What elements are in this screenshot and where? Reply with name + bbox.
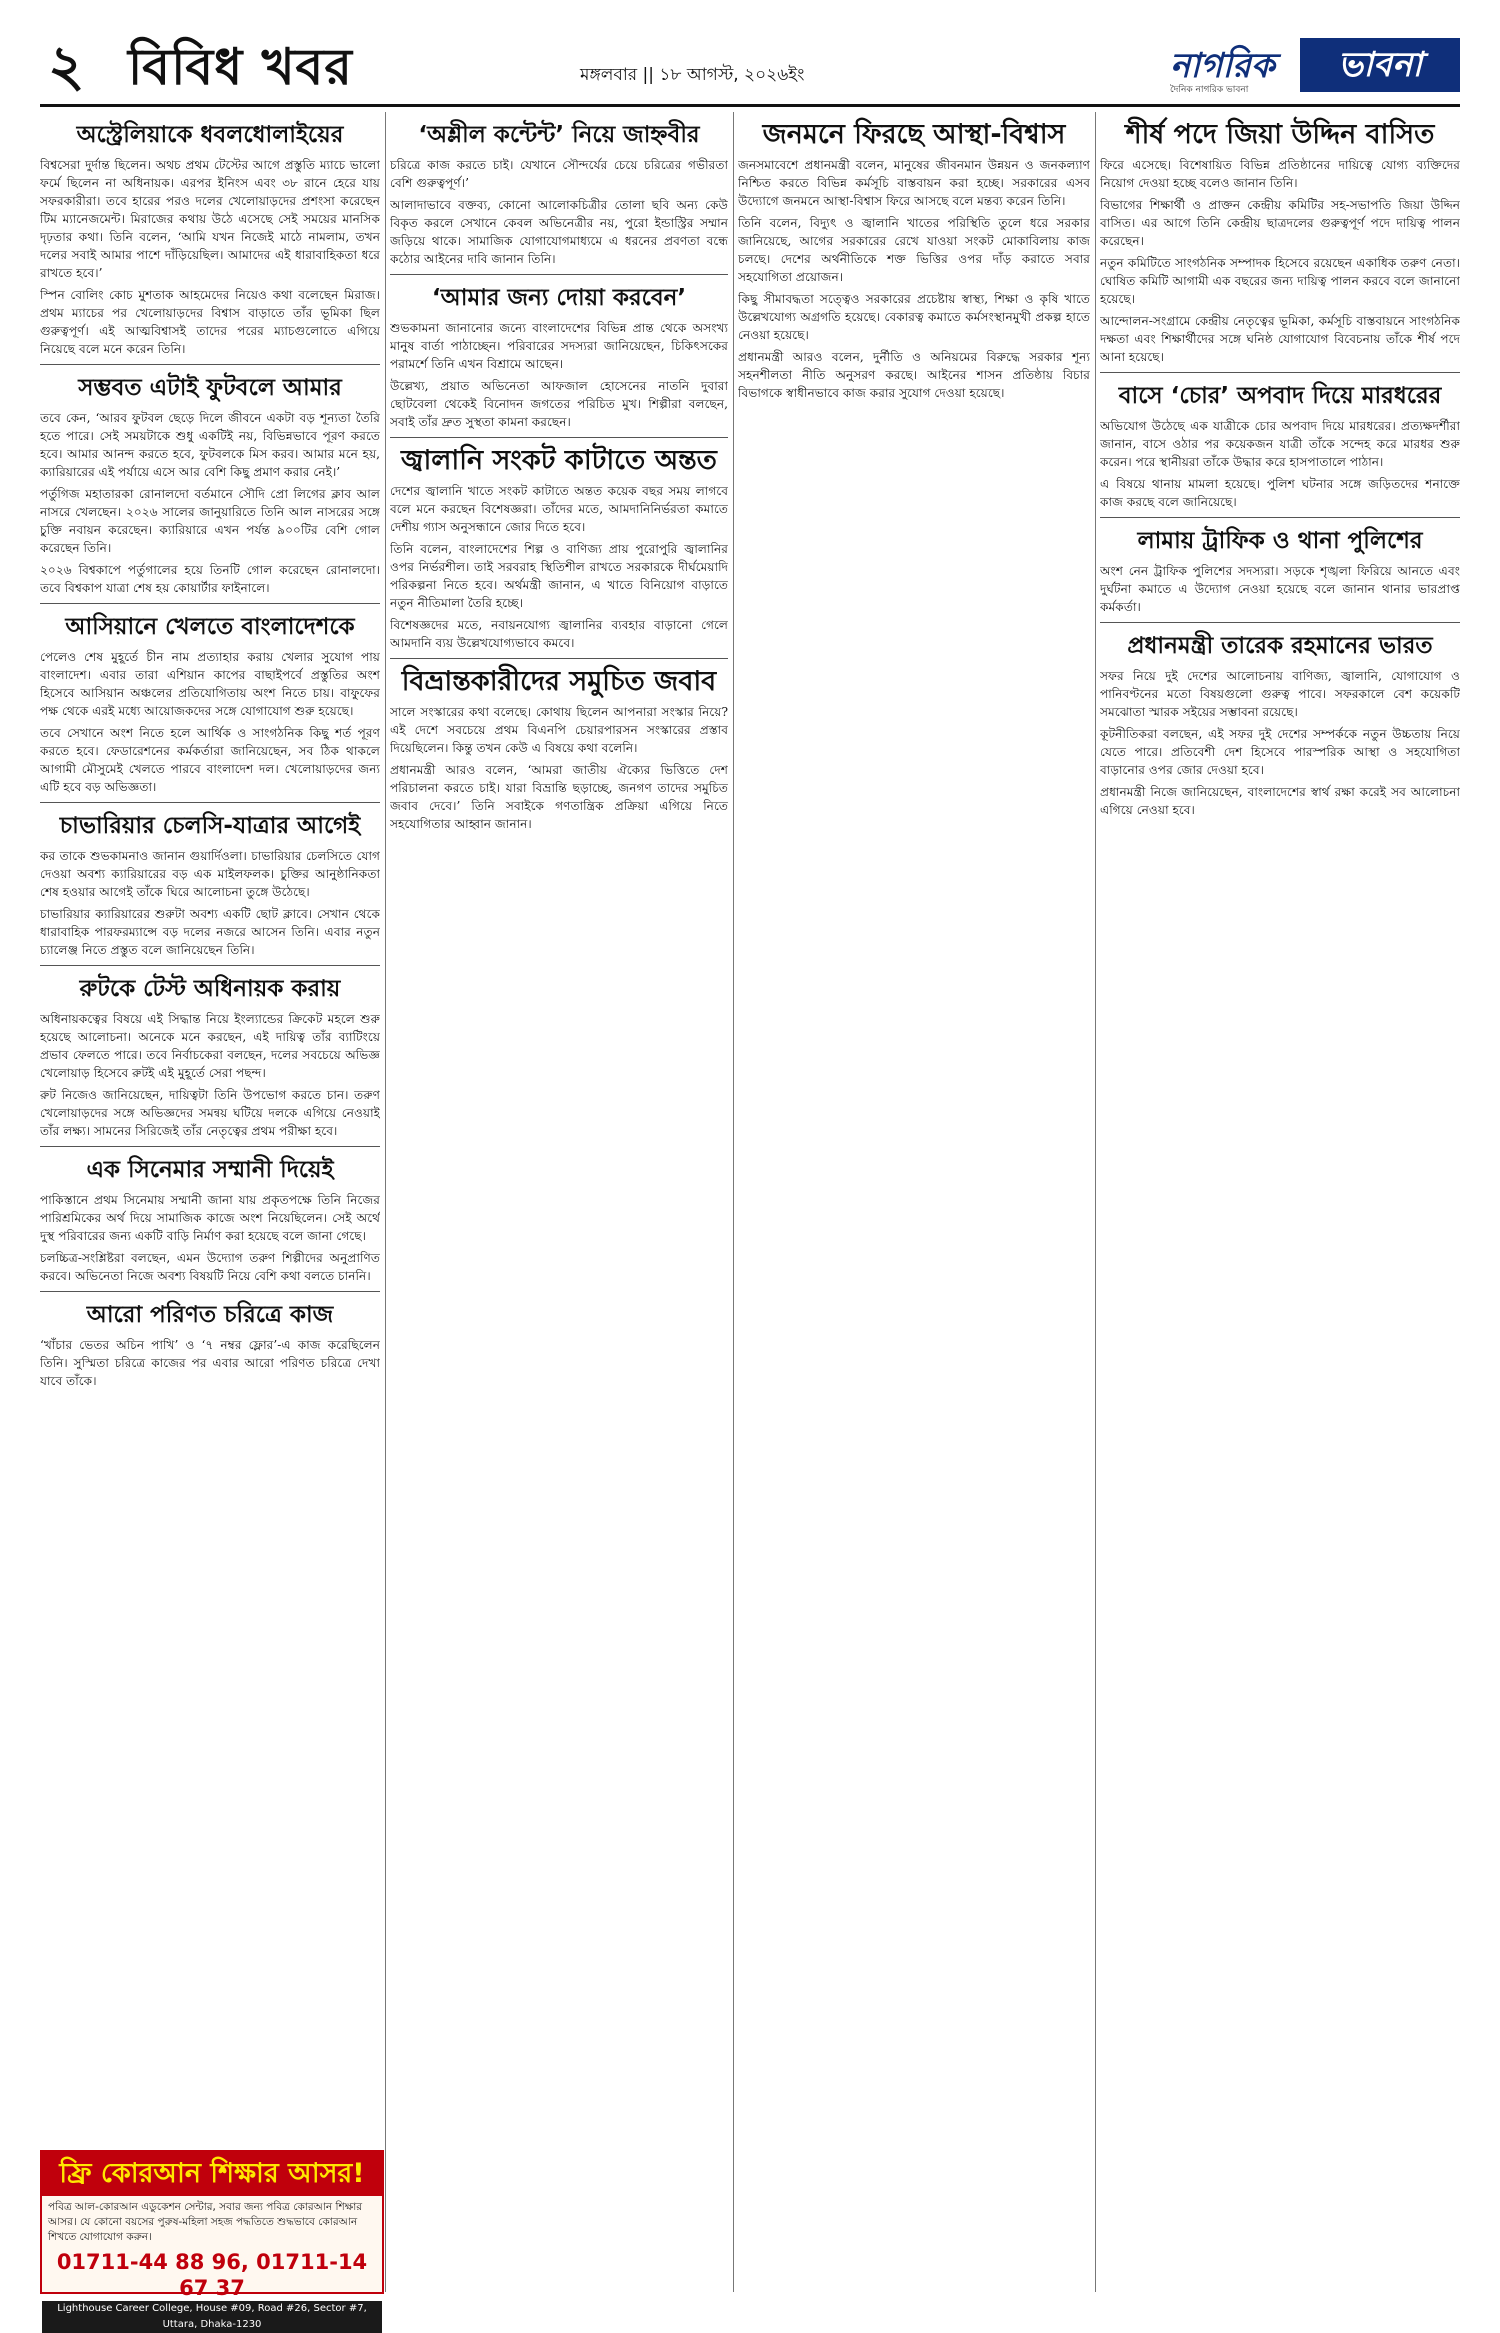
article xyxy=(40,1300,380,1390)
column-3 xyxy=(738,112,1090,2292)
article-divider xyxy=(390,274,728,275)
article-headline: ‘আমার জন্য দোয়া করবেন’ xyxy=(431,285,687,311)
article-headline: বিভ্রান্তকারীদের সমুচিত জবাব xyxy=(401,666,717,697)
article-paragraph: জনসমাবেশে প্রধানমন্ত্রী বলেন, মানুষের জীবনমান উন্নয়ন ও জনকল্যাণ নিশ্চিত করতে বিভিন্ন কর্মসূচি বাস্তবায়ন করা হচ্ছে। সরকারের এসব উদ্যোগে জনমনে আস্থা-বিশ্বাস ফিরে আসছে বলে মন্তব্য করেন তিনি। xyxy=(738,158,1090,208)
article xyxy=(40,612,380,796)
page-number: ২ xyxy=(48,34,85,99)
article-divider xyxy=(1100,372,1460,373)
column-divider xyxy=(1095,112,1096,2292)
article-divider xyxy=(40,603,380,604)
article-divider xyxy=(40,802,380,803)
ad-title: ফ্রি কোরআন শিক্ষার আসর! xyxy=(42,2152,382,2196)
article xyxy=(40,373,380,597)
article-paragraph: সফর নিয়ে দুই দেশের আলোচনায় বাণিজ্য, জ্বালানি, যোগাযোগ ও পানিবণ্টনের মতো বিষয়গুলো গুরুত্ব পাবে। সফরকালে বেশ কয়েকটি সমঝোতা স্মারক সইয়ের সম্ভাবনা রয়েছে। xyxy=(1100,669,1460,719)
article-paragraph: বিভাগের শিক্ষার্থী ও প্রাক্তন কেন্দ্রীয় কমিটির সহ-সভাপতি জিয়া উদ্দিন বাসিত। এর আগে তিনি কেন্দ্রীয় ছাত্রদলের গুরুত্বপূর্ণ পদে দায়িত্ব পালন করেছেন। xyxy=(1100,198,1460,248)
section-title: বিবিধ খবর xyxy=(128,38,353,96)
article-paragraph: রুট নিজেও জানিয়েছেন, দায়িত্বটা তিনি উপভোগ করতে চান। তরুণ খেলোয়াড়দের সঙ্গে অভিজ্ঞদের সমন্বয় ঘটিয়ে দলকে এগিয়ে নেওয়াই তাঁর লক্ষ্য। সামনের সিরিজেই তাঁর নেতৃত্বের প্রথম পরীক্ষা হবে। xyxy=(40,1088,380,1138)
column-2 xyxy=(390,112,728,2292)
article-headline: রুটকে টেস্ট অধিনায়ক করায় xyxy=(79,976,341,1002)
article-paragraph: স্পিন বোলিং কোচ মুশতাক আহমেদের নিয়েও কথা বলেছেন মিরাজ। প্রথম ম্যাচের পর খেলোয়াড়দের বিশ্বাস বাড়াতে তাঁর ভূমিকা ছিল গুরুত্বপূর্ণ। এই আত্মবিশ্বাসই তাদের পরের ম্যাচগুলোতে এগিয়ে নিয়েছে বলে মনে করেন তিনি। xyxy=(40,288,380,356)
article xyxy=(40,120,380,358)
article xyxy=(390,120,728,268)
date-line: মঙ্গলবার || ১৮ আগস্ট, ২০২৬ইং xyxy=(580,65,805,85)
header-rule xyxy=(40,104,1460,107)
column-1 xyxy=(40,112,380,2292)
article-paragraph: পর্তুগিজ মহাতারকা রোনালদো বর্তমানে সৌদি প্রো লিগের ক্লাব আল নাসরে খেলছেন। ২০২৬ সালের জানুয়ারিতে তিনি আল নাসরের সঙ্গে চুক্তি নবায়ন করেছেন। ক্যারিয়ারে এখন পর্যন্ত ৯০০টির বেশি গোল করেছেন তিনি। xyxy=(40,487,380,555)
article-divider xyxy=(40,965,380,966)
article-headline: চাভারিয়ার চেলসি-যাত্রার আগেই xyxy=(59,813,361,839)
article-headline: প্রধানমন্ত্রী তারেক রহমানের ভারত xyxy=(1127,633,1433,659)
article-paragraph: অভিযোগ উঠেছে এক যাত্রীকে চোর অপবাদ দিয়ে মারধরের। প্রত্যক্ষদর্শীরা জানান, বাসে ওঠার পর কয়েকজন যাত্রী তাঁকে সন্দেহ করে মারধর শুরু করেন। পরে স্থানীয়রা তাঁকে উদ্ধার করে হাসপাতালে পাঠান। xyxy=(1100,419,1460,469)
newspaper-logo xyxy=(1170,38,1460,96)
article xyxy=(40,974,380,1140)
article-paragraph: তবে সেখানে অংশ নিতে হলে আর্থিক ও সাংগঠনিক কিছু শর্ত পূরণ করতে হবে। ফেডারেশনের কর্মকর্তারা জানিয়েছেন, সব ঠিক থাকলে আগামী মৌসুমেই খেলতে পারবে বাংলাদেশ দল। খেলোয়াড়দের জন্য এটি হবে বড় অভিজ্ঞতা। xyxy=(40,726,380,794)
column-divider xyxy=(733,112,734,2292)
article-divider xyxy=(1100,622,1460,623)
article-paragraph: এ বিষয়ে থানায় মামলা হয়েছে। পুলিশ ঘটনার সঙ্গে জড়িতদের শনাক্তে কাজ করছে বলে জানিয়েছে। xyxy=(1100,477,1460,509)
article-paragraph: আলাদাভাবে বক্তব্য, কোনো আলোকচিত্রীর তোলা ছবি অন্য কেউ বিকৃত করলে সেখানে কেবল অভিনেত্রীর নয়, পুরো ইন্ডাস্ট্রির সম্মান জড়িয়ে থাকে। সামাজিক যোগাযোগমাধ্যমে এ ধরনের প্রবণতা বন্ধে কঠোর আইনের দাবি জানান তিনি। xyxy=(390,198,728,266)
article xyxy=(1100,381,1460,511)
article xyxy=(40,1155,380,1285)
article-divider xyxy=(40,364,380,365)
article-paragraph: তিনি বলেন, বিদ্যুৎ ও জ্বালানি খাতের পরিস্থিতি তুলে ধরে সরকার জানিয়েছে, আগের সরকারের রেখে যাওয়া সংকট মোকাবিলায় কাজ চলছে। দেশের অর্থনীতিকে শক্ত ভিত্তির ওপর দাঁড় করাতে সবার সহযোগিতা প্রয়োজন। xyxy=(738,216,1090,284)
article-headline: সম্ভবত এটাই ফুটবলে আমার xyxy=(78,375,342,401)
article-headline: ‘অশ্লীল কন্টেন্ট’ নিয়ে জাহ্নবীর xyxy=(418,122,700,148)
article-headline: এক সিনেমার সম্মানী দিয়েই xyxy=(86,1157,334,1183)
article xyxy=(390,446,728,652)
article xyxy=(1100,120,1460,366)
ad-address: Lighthouse Career College, House #09, Road #26, Sector #7, Uttara, Dhaka-1230 xyxy=(42,2301,382,2333)
article-paragraph: প্রধানমন্ত্রী আরও বলেন, দুর্নীতি ও অনিয়মের বিরুদ্ধে সরকার শূন্য সহনশীলতা নীতি অনুসরণ করছে। আইনের শাসন প্রতিষ্ঠায় বিচার বিভাগকে স্বাধীনভাবে কাজ করার সুযোগ দেওয়া হয়েছে। xyxy=(738,350,1090,400)
article-paragraph: আন্দোলন-সংগ্রামে কেন্দ্রীয় নেতৃত্বের ভূমিকা, কর্মসূচি বাস্তবায়নে সাংগঠনিক দক্ষতা এবং শিক্ষার্থীদের সঙ্গে ঘনিষ্ঠ যোগাযোগ বিবেচনায় তাঁকে শীর্ষ পদে আনা হয়েছে। xyxy=(1100,314,1460,364)
article-paragraph: দেশের জ্বালানি খাতে সংকট কাটাতে অন্তত কয়েক বছর সময় লাগবে বলে মনে করছেন বিশেষজ্ঞরা। তাঁদের মতে, আমদানিনির্ভরতা কমাতে দেশীয় গ্যাস অনুসন্ধানে জোর দিতে হবে। xyxy=(390,484,728,534)
article-paragraph: ফিরে এসেছে। বিশেষায়িত বিভিন্ন প্রতিষ্ঠানের দায়িত্বে যোগ্য ব্যক্তিদের নিয়োগ দেওয়া হচ্ছে বলেও জানান তিনি। xyxy=(1100,158,1460,190)
article-paragraph: নতুন কমিটিতে সাংগঠনিক সম্পাদক হিসেবে রয়েছেন একাধিক তরুণ নেতা। ঘোষিত কমিটি আগামী এক বছরের জন্য দায়িত্ব পালন করবে বলে জানানো হয়েছে। xyxy=(1100,256,1460,306)
article-headline: আসিয়ানে খেলতে বাংলাদেশকে xyxy=(65,614,355,640)
article-paragraph: প্রধানমন্ত্রী নিজে জানিয়েছেন, বাংলাদেশের স্বার্থ রক্ষা করেই সব আলোচনা এগিয়ে নেওয়া হবে। xyxy=(1100,785,1460,817)
article-divider xyxy=(390,437,728,438)
article xyxy=(40,811,380,959)
article-headline: অস্ট্রেলিয়াকে ধবলধোলাইয়ের xyxy=(76,122,344,148)
article-paragraph: কর তাকে শুভকামনাও জানান গুয়ার্দিওলা। চাভারিয়ার চেলসিতে যোগ দেওয়া অবশ্য ক্যারিয়ারের বড় এক মাইলফলক। চুক্তির আনুষ্ঠানিকতা শেষ হওয়ার আগেই তাঁকে ঘিরে আলোচনা তুঙ্গে উঠেছে। xyxy=(40,849,380,899)
column-divider xyxy=(385,112,386,2292)
article-paragraph: বিশেষজ্ঞদের মতে, নবায়নযোগ্য জ্বালানির ব্যবহার বাড়ানো গেলে আমদানি ব্যয় উল্লেখযোগ্যভাবে কমবে। xyxy=(390,618,728,650)
article-divider xyxy=(1100,517,1460,518)
article-headline: জনমনে ফিরছে আস্থা-বিশ্বাস xyxy=(762,119,1066,150)
article-headline: বাসে ‘চোর’ অপবাদ দিয়ে মারধরের xyxy=(1118,383,1442,409)
article-headline: শীর্ষ পদে জিয়া উদ্দিন বাসিত xyxy=(1125,119,1435,150)
article xyxy=(1100,526,1460,616)
article-paragraph: তিনি বলেন, বাংলাদেশের শিল্প ও বাণিজ্য প্রায় পুরোপুরি জ্বালানির ওপর নির্ভরশীল। তাই সরবরাহ স্থিতিশীল রাখতে সরকারকে দীর্ঘমেয়াদি পরিকল্পনা নিতে হবে। অর্থমন্ত্রী জানান, এ খাতে বিনিয়োগ বাড়াতে নতুন নীতিমালা তৈরি হচ্ছে। xyxy=(390,542,728,610)
article-paragraph: অধিনায়কত্বের বিষয়ে এই সিদ্ধান্ত নিয়ে ইংল্যান্ডের ক্রিকেট মহলে শুরু হয়েছে আলোচনা। অনেকে মনে করছেন, এই দায়িত্ব তাঁর ব্যাটিংয়ে প্রভাব ফেলতে পারে। তবে নির্বাচকেরা বলছেন, দলের সবচেয়ে অভিজ্ঞ খেলোয়াড় হিসেবে রুটই এই মুহূর্তে সেরা পছন্দ। xyxy=(40,1012,380,1080)
article-headline: জ্বালানি সংকট কাটাতে অন্তত xyxy=(401,445,717,476)
article-divider xyxy=(40,1291,380,1292)
article-paragraph: পেলেও শেষ মুহূর্তে চীন নাম প্রত্যাহার করায় খেলার সুযোগ পায় বাংলাদেশ। এবার তারা এশিয়ান কাপের বাছাইপর্বে প্রস্তুতির অংশ হিসেবে আসিয়ান অঞ্চলের প্রতিযোগিতায় অংশ নিতে চায়। বাফুফের পক্ষ থেকে এরই মধ্যে আয়োজকদের সঙ্গে যোগাযোগ শুরু হয়েছে। xyxy=(40,650,380,718)
ad-phone: 01711-44 88 96, 01711-14 67 37 xyxy=(56,2250,368,2300)
article xyxy=(738,120,1090,402)
logo-right-text: ভাবনা xyxy=(1300,38,1460,92)
article-paragraph: কূটনীতিকরা বলছেন, এই সফর দুই দেশের সম্পর্ককে নতুন উচ্চতায় নিয়ে যেতে পারে। প্রতিবেশী দেশ হিসেবে পারস্পরিক আস্থা ও সহযোগিতা বাড়ানোর ওপর জোর দেওয়া হবে। xyxy=(1100,727,1460,777)
article-paragraph: ২০২৬ বিশ্বকাপে পর্তুগালের হয়ে তিনটি গোল করেছেন রোনালদো। তবে বিশ্বকাপ যাত্রা শেষ হয় কোয়ার্টার ফাইনালে। xyxy=(40,563,380,595)
article xyxy=(1100,631,1460,819)
article-paragraph: কিছু সীমাবদ্ধতা সত্ত্বেও সরকারের প্রচেষ্টায় স্বাস্থ্য, শিক্ষা ও কৃষি খাতে উল্লেখযোগ্য অগ্রগতি হয়েছে। বেকারত্ব কমাতে কর্মসংস্থানমুখী প্রকল্প হাতে নেওয়া হয়েছে। xyxy=(738,292,1090,342)
article-headline: আরো পরিণত চরিত্রে কাজ xyxy=(86,1302,334,1328)
article-paragraph: চাভারিয়ার ক্যারিয়ারের শুরুটা অবশ্য একটি ছোট ক্লাবে। সেখান থেকে ধারাবাহিক পারফরম্যান্সে বড় দলের নজরে আসেন তিনি। এবার নতুন চ্যালেঞ্জ নিতে প্রস্তুত বলে জানিয়েছেন তিনি। xyxy=(40,907,380,957)
article-paragraph: সালে সংস্কারের কথা বলেছে। কোথায় ছিলেন আপনারা সংস্কার নিয়ে? এই দেশে সবচেয়ে প্রথম বিএনপি চেয়ারপারসন সংস্কারের প্রস্তাব দিয়েছিলেন। কিন্তু তখন কেউ এ বিষয়ে কথা বলেনি। xyxy=(390,705,728,755)
logo-tagline: দৈনিক নাগরিক ভাবনা xyxy=(1170,85,1249,95)
logo-left-text: নাগরিক xyxy=(1170,46,1275,86)
article-paragraph: চলচ্চিত্র-সংশ্লিষ্টরা বলছেন, এমন উদ্যোগ তরুণ শিল্পীদের অনুপ্রাণিত করবে। অভিনেতা নিজে অবশ্য বিষয়টি নিয়ে বেশি কথা বলতে চাননি। xyxy=(40,1251,380,1283)
ad-text: পবিত্র আল-কোরআন এডুকেশন সেন্টার, সবার জন্য পবিত্র কোরআন শিক্ষার আসর। যে কোনো বয়সের পুরুষ-মহিলা সহজ পদ্ধতিতে শুদ্ধভাবে কোরআন শিখতে যোগাযোগ করুন। xyxy=(48,2201,363,2243)
article-paragraph: অংশ নেন ট্রাফিক পুলিশের সদস্যরা। সড়কে শৃঙ্খলা ফিরিয়ে আনতে এবং দুর্ঘটনা কমাতে এ উদ্যোগ নেওয়া হয়েছে বলে জানান থানার ভারপ্রাপ্ত কর্মকর্তা। xyxy=(1100,564,1460,614)
advertisement[interactable] xyxy=(40,2150,384,2330)
article-divider xyxy=(390,658,728,659)
article-paragraph: চরিত্রে কাজ করতে চাই। যেখানে সৌন্দর্যের চেয়ে চরিত্রের গভীরতা বেশি গুরুত্বপূর্ণ।’ xyxy=(390,158,728,190)
article-paragraph: ‘খাঁচার ভেতর অচিন পাখি’ ও ‘৭ নম্বর ফ্লোর’-এ কাজ করেছিলেন তিনি। সুস্মিতা চরিত্রে কাজের পর এবার আরো পরিণত চরিত্রে দেখা যাবে তাঁকে। xyxy=(40,1338,380,1388)
column-4 xyxy=(1100,112,1460,2292)
article xyxy=(390,667,728,833)
masthead xyxy=(40,32,1460,102)
article-divider xyxy=(40,1146,380,1147)
article-paragraph: পাকিস্তানে প্রথম সিনেমায় সম্মানী জানা যায় প্রকৃতপক্ষে তিনি নিজের পারিশ্রমিকের অর্থ দিয়ে সামাজিক কাজে অংশ নিয়েছিলেন। সেই অর্থে দুস্থ পরিবারের জন্য একটি বাড়ি নির্মাণ করা হয়েছে বলে জানা গেছে। xyxy=(40,1193,380,1243)
article-paragraph: উল্লেখ্য, প্রয়াত অভিনেতা আফজাল হোসেনের নাতনি দুবারা ছোটবেলা থেকেই বিনোদন জগতের পরিচিত মুখ। শিল্পীরা বলছেন, সবাই তাঁর দ্রুত সুস্থতা কামনা করছেন। xyxy=(390,379,728,429)
article-paragraph: প্রধানমন্ত্রী আরও বলেন, ‘আমরা জাতীয় ঐক্যের ভিত্তিতে দেশ পরিচালনা করতে চাই। যারা বিভ্রান্তি ছড়াচ্ছে, জনগণ তাদের সমুচিত জবাব দেবে।’ তিনি সবাইকে গণতান্ত্রিক প্রক্রিয়া এগিয়ে নিতে সহযোগিতার আহ্বান জানান। xyxy=(390,763,728,831)
article-paragraph: বিশ্বসেরা দুর্দান্ত ছিলেন। অথচ প্রথম টেস্টের আগে প্রস্তুতি ম্যাচে ভালো ফর্মে ছিলেন না অধিনায়ক। এরপর ইনিংস এবং ৩৮ রানে হেরে যায় সফরকারীরা। তবে হারের পরও দলের খেলোয়াড়দের প্রশংসা করেছেন টিম ম্যানেজমেন্ট। মিরাজের কথায় উঠে এসেছে সেই সময়ের মানসিক দৃঢ়তার কথা। তিনি বলেন, ‘আমি যখন নিজেই মাঠে নামলাম, তখন দলের সবাই আমার পাশে দাঁড়িয়েছিল। আমাদের এই ধারাবাহিকতা ধরে রাখতে হবে।’ xyxy=(40,158,380,280)
article-paragraph: শুভকামনা জানানোর জন্যে বাংলাদেশের বিভিন্ন প্রান্ত থেকে অসংখ্য মানুষ বার্তা পাঠাচ্ছেন। পরিবারের সদস্যরা জানিয়েছেন, চিকিৎসকের পরামর্শে তিনি এখন বিশ্রামে আছেন। xyxy=(390,321,728,371)
article-paragraph: তবে কেন, ‘আরব ফুটবল ছেড়ে দিলে জীবনে একটা বড় শূন্যতা তৈরি হতে পারে। সেই সময়টাকে শুধু একটিই নয়, বিভিন্নভাবে পূরণ করতে হবে। আমার আনন্দ করতে হবে, ফুটবলকে মিস করব। আমার মনে হয়, ক্যারিয়ারের এই পর্যায়ে এসে আর বেশি কিছু প্রমাণ করার নেই।’ xyxy=(40,411,380,479)
article xyxy=(390,283,728,431)
article-headline: লামায় ট্রাফিক ও থানা পুলিশের xyxy=(1137,528,1423,554)
